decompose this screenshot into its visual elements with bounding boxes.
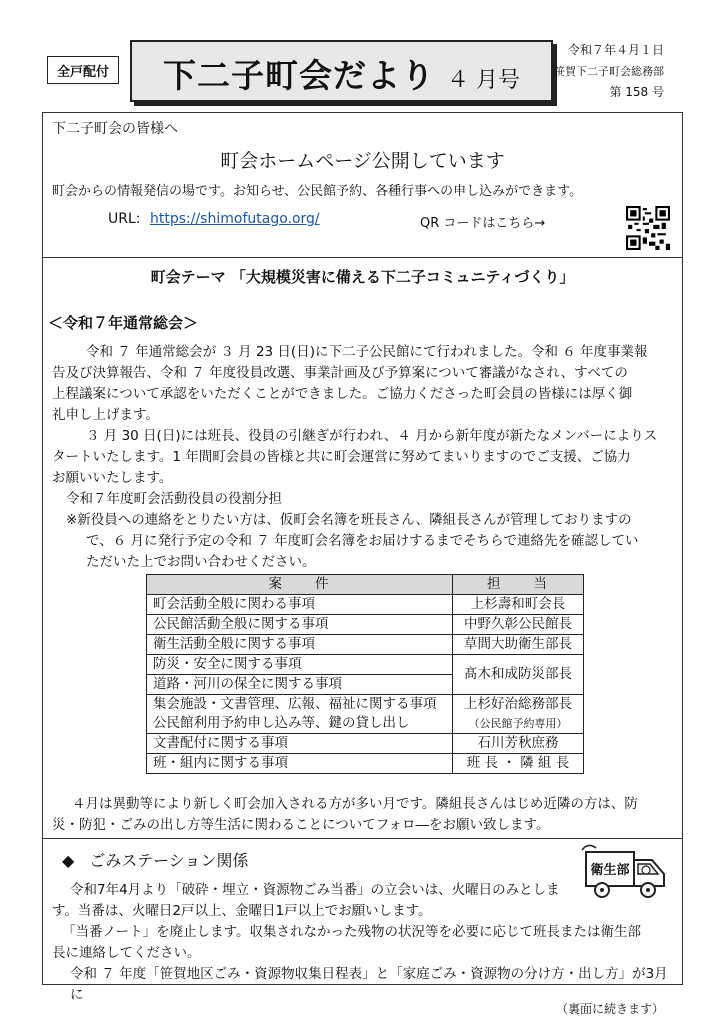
town-theme: [42, 266, 683, 287]
distribution-badge: 全戸配付: [47, 56, 119, 84]
roles-title: 令和７年度町会活動役員の役割分担: [66, 491, 282, 507]
matter-cell: 衛生活動全般に関する事項: [147, 635, 453, 655]
text-line: ただいた上でお問い合わせください。: [86, 554, 316, 570]
garbage-text: [52, 880, 680, 1006]
text-line: 令和7年4月より「破砕・埋立・資源物ごみ当番」の立会いは、火曜日のみとしま: [70, 882, 560, 898]
person-note: （公民館予約専用）: [468, 717, 568, 730]
truck-label: 衛生部: [590, 863, 630, 878]
matter-cell: 町会活動全般に関わる事項: [147, 595, 453, 615]
url-label: URL:: [108, 211, 141, 227]
text-line: タートいたします。1 年間町会員の皆様と共に町会運営に努めてまいりますのでご支援、ご協力: [52, 449, 631, 465]
text-line: ３ 月 30 日(日)には班長、役員の引継ぎが行われ、４ 月から新年度が新たなメンバーによりス: [86, 428, 658, 444]
text-line: 「当番ノート」を廃止します。収集されなかった残物の状況等を必要に応じて班長または衛生部: [62, 924, 642, 940]
continued-note: （裏面に続きます）: [555, 1002, 664, 1016]
table-row: [147, 734, 584, 754]
qr-label: QR コードはこちら→: [420, 216, 546, 231]
table-row: [147, 595, 584, 615]
homepage-description: 町会からの情報発信の場です。お知らせ、公民館予約、各種行事への申し込みができます。: [52, 184, 583, 199]
followup-text: [52, 794, 680, 836]
issue-date: 令和７年４月１日: [567, 43, 664, 57]
text-line: ４月は異動等により新しく町会加入される方が多い月です。隣組長さんはじめ近隣の方は、防: [72, 796, 638, 812]
matter-cell: 公民館利用予約申し込み等、鍵の貸し出し: [147, 714, 453, 734]
publisher: 笹賀下二子町会総務部: [554, 65, 664, 78]
text-line: 災・防犯・ごみの出し方等生活に関わることについてフォロ―をお願い致します。: [52, 817, 550, 833]
column-header-person: 担 当: [453, 575, 584, 595]
person-cell: 髙木和成防災部長: [453, 655, 584, 695]
text-line: 長に連絡してください。: [52, 945, 201, 961]
assembly-report: [52, 342, 680, 573]
table-row: [147, 655, 584, 675]
text-line: 告及び決算報告、令和 ７ 年度役員改選、事業計画及び予算案について審議がなされ、すべての: [52, 365, 628, 381]
text-line: ※新役員への連絡をとりたい方は、仮町会名簿を班長さん、隣組長さんが管理しておりますの: [66, 512, 632, 528]
text-line: 令和 ７ 年度「笹賀地区ごみ・資源物収集日程表」と「家庭ごみ・資源物の分け方・出し方」が3月に: [70, 966, 668, 1003]
assembly-heading: ＜令和７年通常総会＞: [48, 314, 199, 332]
person-cell: 班 長 ・ 隣 組 長: [453, 754, 584, 774]
table-row: [147, 615, 584, 635]
duties-table: [146, 574, 584, 774]
garbage-heading-row: [62, 848, 248, 871]
table-row: [147, 635, 584, 655]
garbage-heading: ごみステーション関係: [89, 851, 249, 870]
person-cell: 草間大助衛生部長: [453, 635, 584, 655]
text-line: す。当番は、火曜日2戸以上、金曜日1戸以上でお願いします。: [52, 903, 432, 919]
table-header-row: [147, 575, 584, 595]
homepage-headline: 町会ホームページ公開しています: [220, 150, 505, 172]
theme-label: 町会テーマ: [150, 268, 226, 286]
text-line: で、６ 月に発行予定の令和 ７ 年度町会名簿をお届けするまでそちらで連絡先を確認してい: [86, 533, 639, 549]
matter-cell: 道路・河川の保全に関する事項: [147, 675, 453, 695]
text-line: 令和 ７ 年通常総会が ３ 月 23 日(日)に下二子公民館にて行われました。令和 ６ 年度事業報: [86, 344, 648, 360]
table-row: [147, 695, 584, 715]
newsletter-month: ４ 月号: [447, 68, 520, 93]
person-cell: 上杉壽和町会長: [453, 595, 584, 615]
person-cell: 中野久彰公民館長: [453, 615, 584, 635]
newsletter-title-box: [130, 40, 553, 102]
theme-text: 「大規模災害に備える下二子コミュニティづくり」: [230, 268, 575, 286]
greeting: 下二子町会の皆様へ: [52, 121, 178, 137]
column-header-matter: 案 件: [147, 575, 453, 595]
homepage-link[interactable]: https://shimofutago.org/: [150, 211, 320, 227]
text-line: 上程議案について承認をいただくことができました。ご協力くださった町会員の皆様には厚く御: [52, 386, 633, 402]
matter-cell: 文書配付に関する事項: [147, 734, 453, 754]
person-name: 上杉好治総務部長: [464, 696, 572, 712]
newsletter-title: 下二子町会だより: [163, 56, 435, 95]
matter-cell: 集会施設・文書管理、広報、福祉に関する事項: [147, 695, 453, 715]
issue-number: 第 158 号: [609, 85, 664, 99]
matter-cell: 公民館活動全般に関する事項: [147, 615, 453, 635]
person-cell: 石川芳秋庶務: [453, 734, 584, 754]
qr-code-image[interactable]: [626, 206, 670, 250]
text-line: お願いいたします。: [52, 470, 173, 486]
matter-cell: 班・組内に関する事項: [147, 754, 453, 774]
issue-info: [554, 40, 664, 103]
diamond-bullet-icon: ◆: [62, 851, 75, 870]
matter-cell: 防災・安全に関する事項: [147, 655, 453, 675]
table-row: [147, 754, 584, 774]
person-cell: [453, 695, 584, 734]
text-line: 礼申し上げます。: [52, 407, 159, 423]
